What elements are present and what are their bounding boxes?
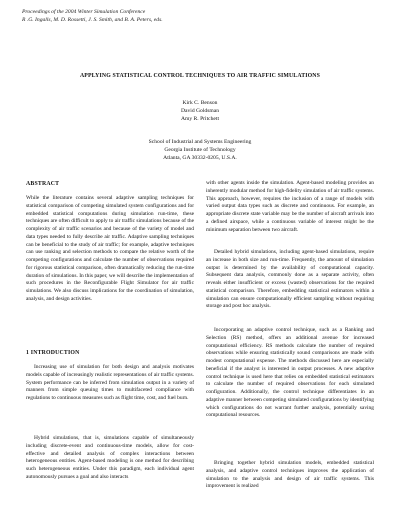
- introduction-paragraph-1: Increasing use of simulation for both design and analysis motivates models capable of increasingly realistic representations of air traffic systems. System performance can be inferred from simulation output in a variety of manners from simple queuing times to multifaceted compliance with regulations to continuous measures such as flight time, cost, and fuel burn.: [26, 364, 194, 401]
- affiliation-institute: Georgia Institute of Technology: [164, 147, 236, 154]
- right-paragraph-4: Bringing together hybrid simulation models, embedded statistical analysis, and adaptive control techniques improves the application of simulation to the analysis and design of air traffic systems. This improvement is realized: [206, 460, 374, 490]
- author-list: [0, 99, 400, 124]
- paper-title: APPLYING STATISTICAL CONTROL TECHNIQUES TO AIR TRAFFIC SIMULATIONS: [79, 73, 321, 79]
- proceedings-line-2: R .G. Ingalls, M. D. Rossetti, J. S. Smith, and B. A. Peters, eds.: [22, 17, 163, 23]
- author-2: David Goldsman: [180, 108, 220, 115]
- abstract-heading: ABSTRACT: [26, 181, 60, 187]
- abstract-text: While the literature contains several adaptive sampling techniques for statistical comparison of competing simulated system configurations and for embedded statistical computations during simulation run-time, these techniques are often difficult to apply to air traffic simulations because of the complexity of air traffic scenarios and because of the variety of model and data types needed to fully describe air traffic. Adaptive sampling techniques can be beneficial to the study of air traffic; for example, adaptive techniques can use ranking and selection methods to compare the relative worth of the competing configurations and calculate the number of observations required for rigorous statistical comparison, often dramatically reducing the run-time duration of simulations. In this paper, we will describe the implementation of such procedures in the Reconfigurable Flight Simulator for air traffic simulations. We also discuss implications for the coordination of simulation, analysis, and design activities.: [26, 195, 194, 302]
- proceedings-line-1: Proceedings of the 2004 Winter Simulation Conference: [22, 9, 146, 15]
- right-paragraph-3: Incorporating an adaptive control technique, such as a Ranking and Selection (RS) method, offers an additional avenue for increased computational efficiency. RS methods calculate the number of required observations while ensuring statistically sound comparisons are made with modest computational expense. The methods discussed here are especially beneficial if the analyst is interested in output processes. A new adaptive control technique is used here that relies on embedded statistical estimators to calculate the number of required observations for each simulated configuration. Additionally, the control technique differentiates in an adaptive manner between competing simulated configurations by identifying which configurations do not warrant further analysis, potentially saving computational resources.: [206, 327, 374, 419]
- author-3: Amy R. Pritchett: [180, 116, 220, 123]
- affiliation-school: School of Industrial and Systems Engineering: [148, 139, 252, 145]
- introduction-paragraph-2: Hybrid simulations, that is, simulations capable of simultaneously including discrete-event and continuous-time models, allow for cost-effective and detailed analysis of complex interactions between heterogeneous entities. Agent-based modeling is one method for describing such heterogeneous entities. Under this paradigm, each individual agent autonomously pursues a goal and also interacts: [26, 435, 194, 480]
- right-paragraph-2: Detailed hybrid simulations, including agent-based simulations, require an increase in both size and run-time. Frequently, the amount of simulation output is determined by the availability of computational capacity. Subsequent data analysis, commonly done as a separate activity, often reveals either insufficient or excess (wasted) observations for the required statistical comparison. Therefore, embedding statistical estimators within a simulation can ensure computationally efficient sampling without requiring storage and post hoc analysis.: [206, 249, 374, 310]
- introduction-heading: 1 INTRODUCTION: [26, 350, 80, 356]
- author-1: Kirk C. Benson: [182, 100, 218, 106]
- proceedings-header: [22, 8, 322, 24]
- affiliation-address: Atlanta, GA 30332-0205, U.S.A.: [163, 155, 237, 162]
- right-paragraph-1: with other agents inside the simulation. Agent-based modeling provides an inherently modular method for high-fidelity simulation of air traffic systems. This approach, however, requires the inclusion of a range of models with varied output data types such as discrete and continuous. For example, an appropriate discrete state variable may be the number of aircraft arrivals into a defined airspace, while a continuous variable of interest might be the minimum separation between two aircraft.: [206, 180, 374, 233]
- affiliation: [0, 138, 400, 163]
